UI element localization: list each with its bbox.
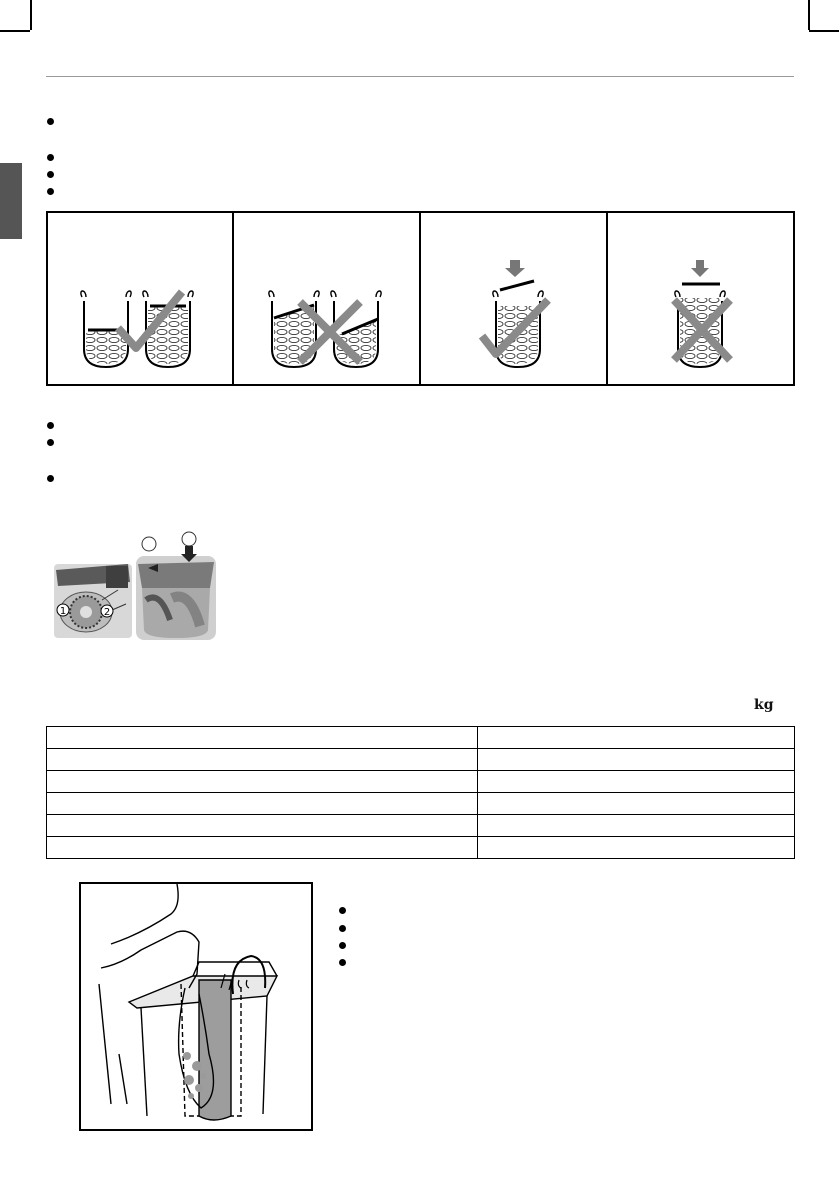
arrow-down-icon xyxy=(505,260,525,277)
table-cell xyxy=(47,837,478,859)
panel-4-overfilled xyxy=(674,260,730,367)
table-row xyxy=(47,771,795,793)
table-cell xyxy=(478,727,795,749)
arrow-down-icon xyxy=(691,260,709,277)
panel-3-press-down xyxy=(482,260,548,367)
table-row xyxy=(47,727,795,749)
table-row xyxy=(47,749,795,771)
table-cell xyxy=(47,727,478,749)
loading-photos xyxy=(50,530,220,645)
bottom-bullet-3 xyxy=(339,942,346,949)
table-cell xyxy=(47,793,478,815)
table-cell xyxy=(47,749,478,771)
panel-2-uneven-fill xyxy=(269,291,381,367)
capacity-table xyxy=(46,726,795,859)
capacity-unit-label: kg xyxy=(754,697,774,713)
table-cell xyxy=(478,771,795,793)
callout-2: 2 xyxy=(103,607,111,618)
table-row xyxy=(47,815,795,837)
after-bullet-1 xyxy=(47,422,54,429)
callout-1: 1 xyxy=(59,606,67,617)
table-cell xyxy=(478,793,795,815)
panel-1-loose-fill xyxy=(81,291,193,367)
bottom-bullet-4 xyxy=(339,959,346,966)
photo-laundry-bucket xyxy=(136,532,216,640)
table-cell xyxy=(478,749,795,771)
after-bullet-2 xyxy=(47,439,54,446)
table-cell xyxy=(47,771,478,793)
table-cell xyxy=(478,815,795,837)
loading-illustration xyxy=(81,884,311,1129)
load-guide-illustrations xyxy=(0,0,839,400)
bottom-bullet-1 xyxy=(339,907,346,914)
after-bullet-3 xyxy=(47,475,54,482)
table-row xyxy=(47,837,795,859)
table-cell xyxy=(478,837,795,859)
bottom-bullet-2 xyxy=(339,925,346,932)
photo-drum-paddles xyxy=(54,564,132,638)
table-cell xyxy=(47,815,478,837)
table-row xyxy=(47,793,795,815)
